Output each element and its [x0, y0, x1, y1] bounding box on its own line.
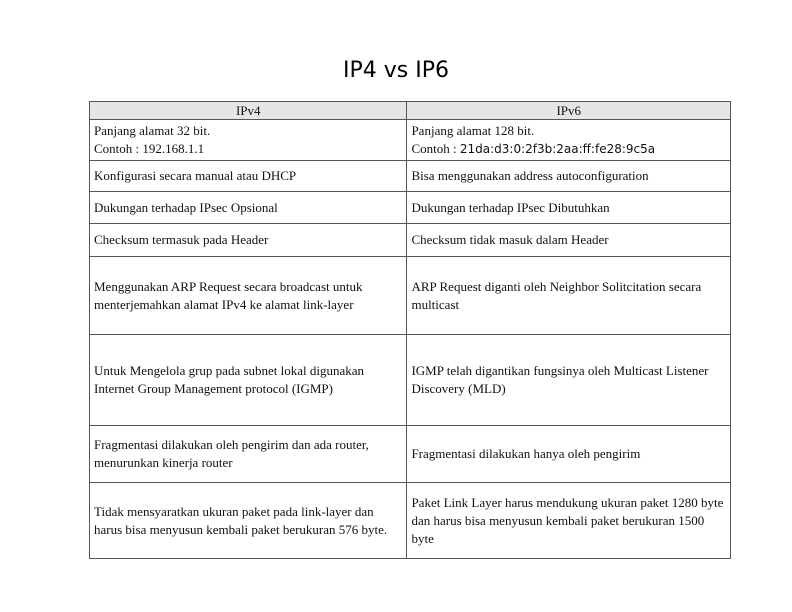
table-row: [90, 257, 731, 335]
table-row: [90, 426, 731, 483]
cell-ipv6: Bisa menggunakan address autoconfiguration: [407, 161, 731, 192]
cell-ipv4-line: Contoh : 192.168.1.1: [94, 141, 205, 156]
cell-ipv6: ARP Request diganti oleh Neighbor Solitcitation secara multicast: [407, 257, 731, 335]
cell-ipv6-line: Panjang alamat 128 bit.: [411, 123, 535, 138]
comparison-table: [89, 101, 731, 559]
cell-ipv4: [90, 120, 407, 161]
table-row: [90, 192, 731, 224]
example-label: Contoh :: [411, 141, 460, 156]
cell-ipv6: [407, 120, 731, 161]
cell-ipv6-line: [411, 140, 726, 158]
table-row: [90, 335, 731, 426]
cell-ipv4: Checksum termasuk pada Header: [90, 224, 407, 257]
ipv6-example-address: 21da:d3:0:2f3b:2aa:ff:fe28:9c5a: [459, 142, 656, 156]
cell-ipv4: Fragmentasi dilakukan oleh pengirim dan ada router, menurunkan kinerja router: [90, 426, 407, 483]
cell-ipv6: Fragmentasi dilakukan hanya oleh pengirim: [407, 426, 731, 483]
cell-ipv4: Tidak mensyaratkan ukuran paket pada link-layer dan harus bisa menyusun kembali paket berukuran 576 byte.: [90, 483, 407, 559]
table-row: [90, 224, 731, 257]
header-ipv4: IPv4: [90, 102, 407, 120]
table-header-row: [90, 102, 731, 120]
table-row: [90, 120, 731, 161]
cell-ipv6: Paket Link Layer harus mendukung ukuran paket 1280 byte dan harus bisa menyusun kembali paket berukuran 1500 byte: [407, 483, 731, 559]
cell-ipv4: Konfigurasi secara manual atau DHCP: [90, 161, 407, 192]
cell-ipv4: Dukungan terhadap IPsec Opsional: [90, 192, 407, 224]
cell-ipv4: Untuk Mengelola grup pada subnet lokal digunakan Internet Group Management protocol (IGMP): [90, 335, 407, 426]
cell-ipv4-line: Panjang alamat 32 bit.: [94, 123, 211, 138]
header-ipv6: IPv6: [407, 102, 731, 120]
slide-title: IP4 vs IP6: [343, 58, 449, 83]
cell-ipv6: Dukungan terhadap IPsec Dibutuhkan: [407, 192, 731, 224]
cell-ipv4: Menggunakan ARP Request secara broadcast untuk menterjemahkan alamat IPv4 ke alamat link-layer: [90, 257, 407, 335]
cell-ipv6: Checksum tidak masuk dalam Header: [407, 224, 731, 257]
table-row: [90, 161, 731, 192]
table-row: [90, 483, 731, 559]
cell-ipv6: IGMP telah digantikan fungsinya oleh Multicast Listener Discovery (MLD): [407, 335, 731, 426]
